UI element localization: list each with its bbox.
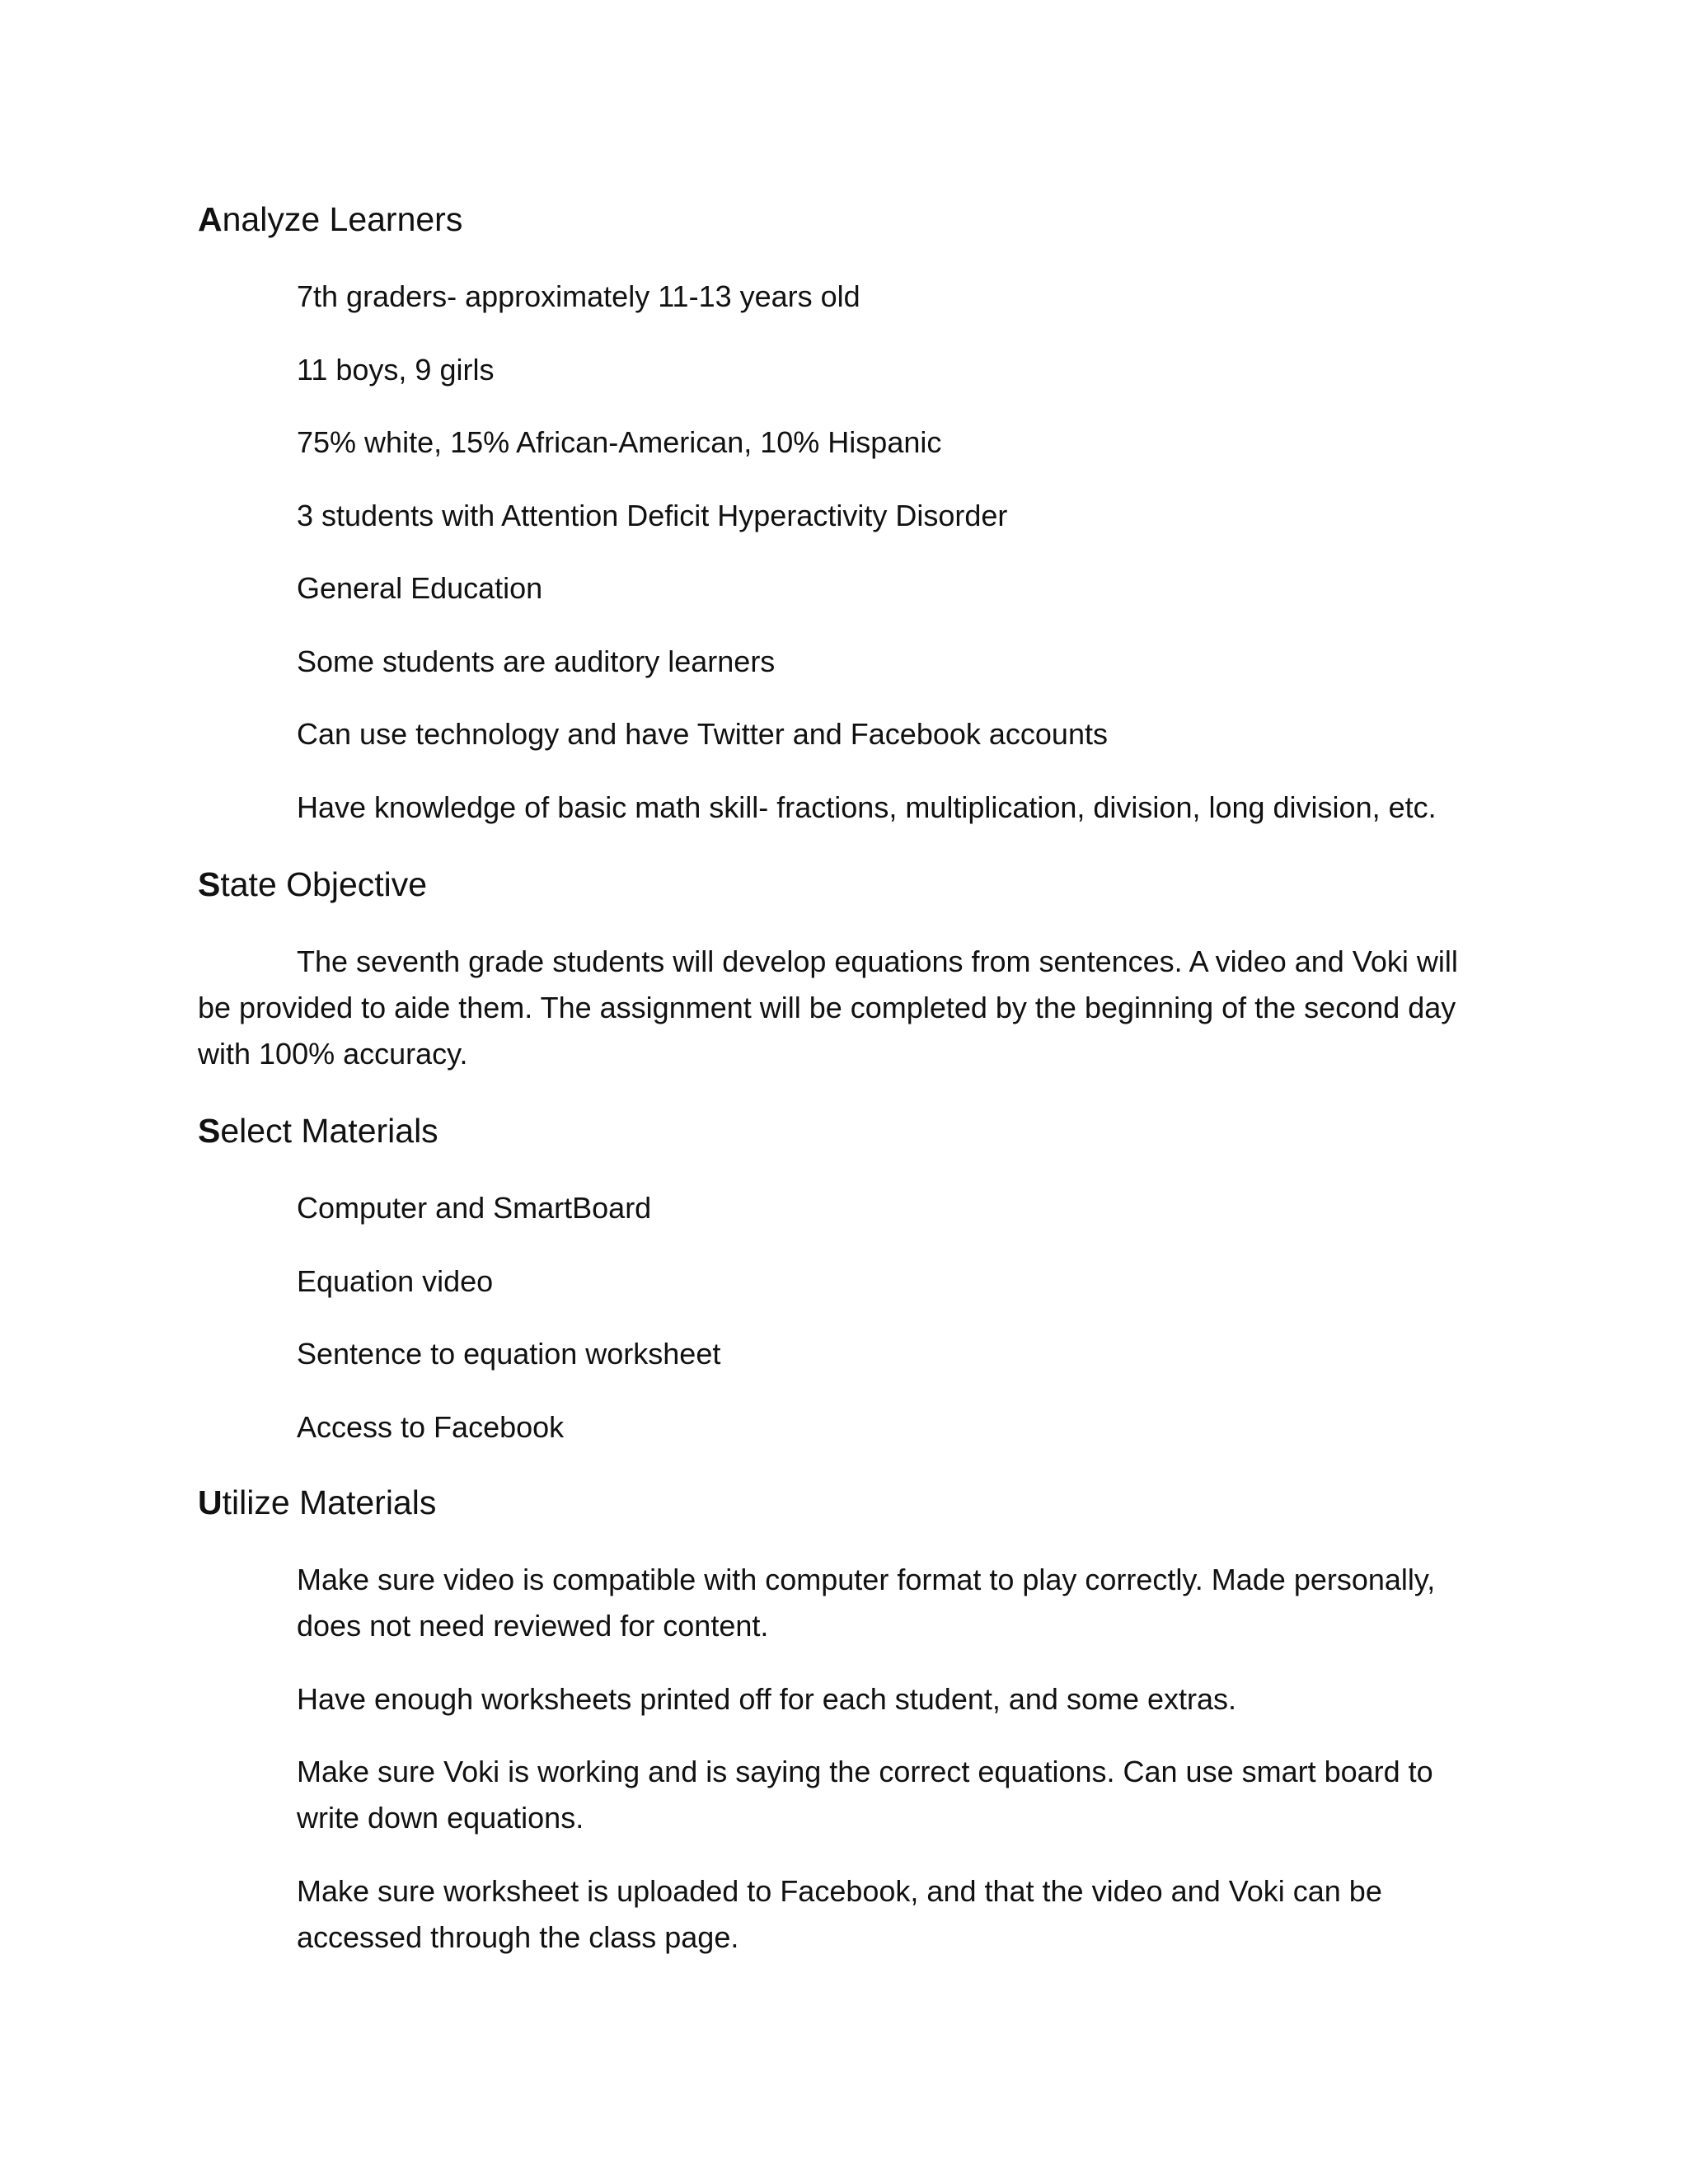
heading-rest: tate Objective <box>220 865 428 903</box>
heading-initial: S <box>198 1112 221 1150</box>
list-item: Make sure Voki is working and is saying the correct equations. Can use smart board to write down equations. <box>297 1755 1433 1835</box>
section-select-materials <box>198 1109 1484 1152</box>
heading-utilize-materials <box>198 1481 1484 1524</box>
heading-state-objective <box>198 863 1484 906</box>
section-state-objective <box>198 863 1484 906</box>
heading-initial: S <box>198 865 221 903</box>
list-item: Access to Facebook <box>297 1410 565 1444</box>
list-item: Can use technology and have Twitter and Facebook accounts <box>297 717 1108 751</box>
heading-rest: nalyze Learners <box>222 200 463 238</box>
list-item: 75% white, 15% African-American, 10% Hispanic <box>297 425 942 459</box>
section-analyze-learners <box>198 198 1484 241</box>
list-item: Make sure video is compatible with computer format to play correctly. Made personally, does not need reviewed for content. <box>297 1563 1436 1643</box>
list-item: Sentence to equation worksheet <box>297 1337 721 1371</box>
heading-initial: U <box>198 1483 223 1521</box>
list-item: Computer and SmartBoard <box>297 1191 652 1225</box>
list-item: Equation video <box>297 1264 494 1298</box>
list-item: Make sure worksheet is uploaded to Facebook, and that the video and Voki can be accessed through the class page. <box>297 1874 1382 1954</box>
list-item: Some students are auditory learners <box>297 644 776 678</box>
heading-rest: tilize Materials <box>222 1483 437 1521</box>
section-utilize-materials <box>198 1481 1484 1524</box>
heading-select-materials <box>198 1109 1484 1152</box>
list-item: Have knowledge of basic math skill- fractions, multiplication, division, long division, etc. <box>297 790 1437 824</box>
list-item: 11 boys, 9 girls <box>297 353 495 387</box>
list-item: 7th graders- approximately 11-13 years old <box>297 279 860 313</box>
list-item: 3 students with Attention Deficit Hyperactivity Disorder <box>297 499 1008 532</box>
heading-analyze-learners <box>198 198 1484 241</box>
list-item: Have enough worksheets printed off for each student, and some extras. <box>297 1682 1237 1716</box>
heading-initial: A <box>198 200 223 238</box>
list-item: General Education <box>297 571 543 605</box>
heading-rest: elect Materials <box>220 1112 438 1150</box>
objective-paragraph: The seventh grade students will develop equations from sentences. A video and Voki will be provided to aide them. The assignment will be completed by the beginning of the second day with 100% accuracy. <box>198 944 1458 1071</box>
